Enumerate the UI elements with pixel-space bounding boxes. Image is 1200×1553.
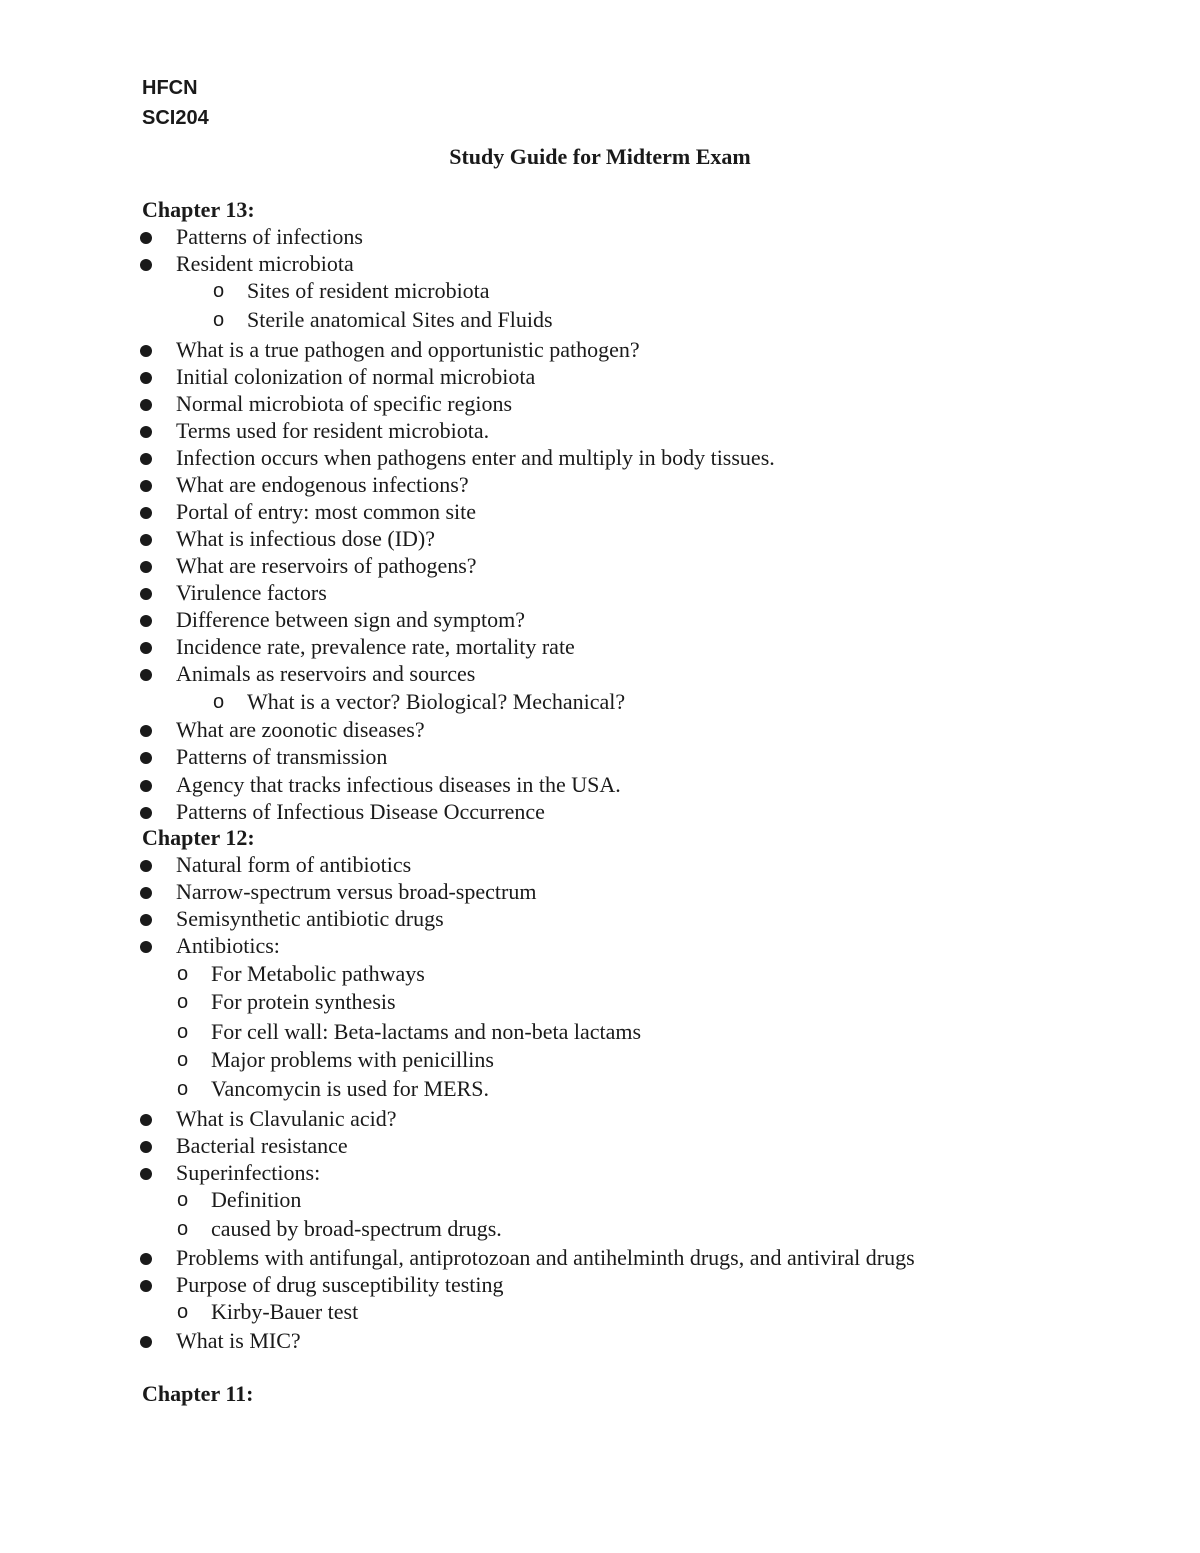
- list-item: Terms used for resident microbiota.: [176, 418, 490, 443]
- sub-bullet-icon: o: [177, 991, 189, 1013]
- list-item: What are endogenous infections?: [176, 472, 469, 497]
- bullet-icon: [140, 399, 152, 411]
- sub-bullet-icon: o: [177, 1021, 189, 1043]
- list-item: Resident microbiota: [176, 251, 354, 276]
- list-item: Problems with antifungal, antiprotozoan and antihelminth drugs, and antiviral drugs: [176, 1245, 915, 1270]
- bullet-icon: [140, 534, 152, 546]
- list-item: Narrow-spectrum versus broad-spectrum: [176, 879, 537, 904]
- list-item: Infection occurs when pathogens enter and multiply in body tissues.: [176, 445, 775, 470]
- sub-list-item: Definition: [211, 1187, 302, 1212]
- bullet-icon: [140, 345, 152, 357]
- bullet-icon: [140, 372, 152, 384]
- sub-list-item: Kirby-Bauer test: [211, 1299, 359, 1324]
- bullet-icon: [140, 1253, 152, 1265]
- bullet-icon: [140, 1141, 152, 1153]
- list-item: Agency that tracks infectious diseases in the USA.: [176, 772, 621, 797]
- sub-bullet-icon: o: [213, 280, 225, 302]
- sub-list-item: caused by broad-spectrum drugs.: [211, 1216, 502, 1241]
- sub-bullet-icon: o: [177, 1218, 189, 1240]
- list-item: Initial colonization of normal microbiota: [176, 364, 536, 389]
- bullet-icon: [140, 232, 152, 244]
- sub-bullet-icon: o: [177, 1189, 189, 1211]
- chapter-12-heading: Chapter 12:: [142, 825, 255, 850]
- bullet-icon: [140, 561, 152, 573]
- sub-list-item: Sites of resident microbiota: [247, 278, 490, 303]
- sub-bullet-icon: o: [177, 963, 189, 985]
- list-item: Superinfections:: [176, 1160, 321, 1185]
- bullet-icon: [140, 752, 152, 764]
- bullet-icon: [140, 507, 152, 519]
- bullet-icon: [140, 453, 152, 465]
- list-item: What are reservoirs of pathogens?: [176, 553, 477, 578]
- list-item: Purpose of drug susceptibility testing: [176, 1272, 504, 1297]
- list-item: Difference between sign and symptom?: [176, 607, 526, 632]
- header-line-2: SCI204: [142, 107, 209, 129]
- bullet-icon: [140, 887, 152, 899]
- bullet-icon: [140, 1336, 152, 1348]
- sub-bullet-icon: o: [177, 1049, 189, 1071]
- list-item: Patterns of infections: [176, 224, 363, 249]
- bullet-icon: [140, 1168, 152, 1180]
- chapter-11-heading: Chapter 11:: [142, 1381, 254, 1406]
- bullet-icon: [140, 615, 152, 627]
- bullet-icon: [140, 860, 152, 872]
- sub-list-item: For Metabolic pathways: [211, 961, 425, 986]
- list-item: What are zoonotic diseases?: [176, 717, 425, 742]
- list-item: Antibiotics:: [176, 933, 280, 958]
- sub-list-item: What is a vector? Biological? Mechanical?: [247, 689, 626, 714]
- list-item: What is a true pathogen and opportunistic pathogen?: [176, 337, 640, 362]
- page-title: Study Guide for Midterm Exam: [449, 144, 751, 169]
- bullet-icon: [140, 941, 152, 953]
- list-item: Animals as reservoirs and sources: [176, 661, 476, 686]
- list-item: What is Clavulanic acid?: [176, 1106, 397, 1131]
- list-item: Patterns of transmission: [176, 744, 388, 769]
- list-item: What is infectious dose (ID)?: [176, 526, 436, 551]
- list-item: Bacterial resistance: [176, 1133, 348, 1158]
- list-item: Semisynthetic antibiotic drugs: [176, 906, 444, 931]
- header-line-1: HFCN: [142, 77, 198, 99]
- bullet-icon: [140, 480, 152, 492]
- bullet-icon: [140, 259, 152, 271]
- bullet-icon: [140, 1280, 152, 1292]
- bullet-icon: [140, 725, 152, 737]
- bullet-icon: [140, 669, 152, 681]
- sub-bullet-icon: o: [213, 309, 225, 331]
- sub-bullet-icon: o: [177, 1301, 189, 1323]
- sub-bullet-icon: o: [213, 691, 225, 713]
- bullet-icon: [140, 426, 152, 438]
- sub-list-item: Major problems with penicillins: [211, 1047, 494, 1072]
- list-item: What is MIC?: [176, 1328, 301, 1353]
- bullet-icon: [140, 588, 152, 600]
- bullet-icon: [140, 780, 152, 792]
- sub-list-item: For cell wall: Beta-lactams and non-beta lactams: [211, 1019, 642, 1044]
- sub-list-item: Vancomycin is used for MERS.: [211, 1076, 490, 1101]
- bullet-icon: [140, 1114, 152, 1126]
- list-item: Portal of entry: most common site: [176, 499, 477, 524]
- list-item: Natural form of antibiotics: [176, 852, 412, 877]
- document-header: [142, 73, 209, 133]
- bullet-icon: [140, 807, 152, 819]
- bullet-icon: [140, 914, 152, 926]
- sub-list-item: For protein synthesis: [211, 989, 396, 1014]
- sub-bullet-icon: o: [177, 1078, 189, 1100]
- list-item: Incidence rate, prevalence rate, mortality rate: [176, 634, 575, 659]
- list-item: Virulence factors: [176, 580, 327, 605]
- list-item: Normal microbiota of specific regions: [176, 391, 513, 416]
- sub-list-item: Sterile anatomical Sites and Fluids: [247, 307, 553, 332]
- list-item: Patterns of Infectious Disease Occurrence: [176, 799, 545, 824]
- bullet-icon: [140, 642, 152, 654]
- chapter-13-heading: Chapter 13:: [142, 197, 255, 222]
